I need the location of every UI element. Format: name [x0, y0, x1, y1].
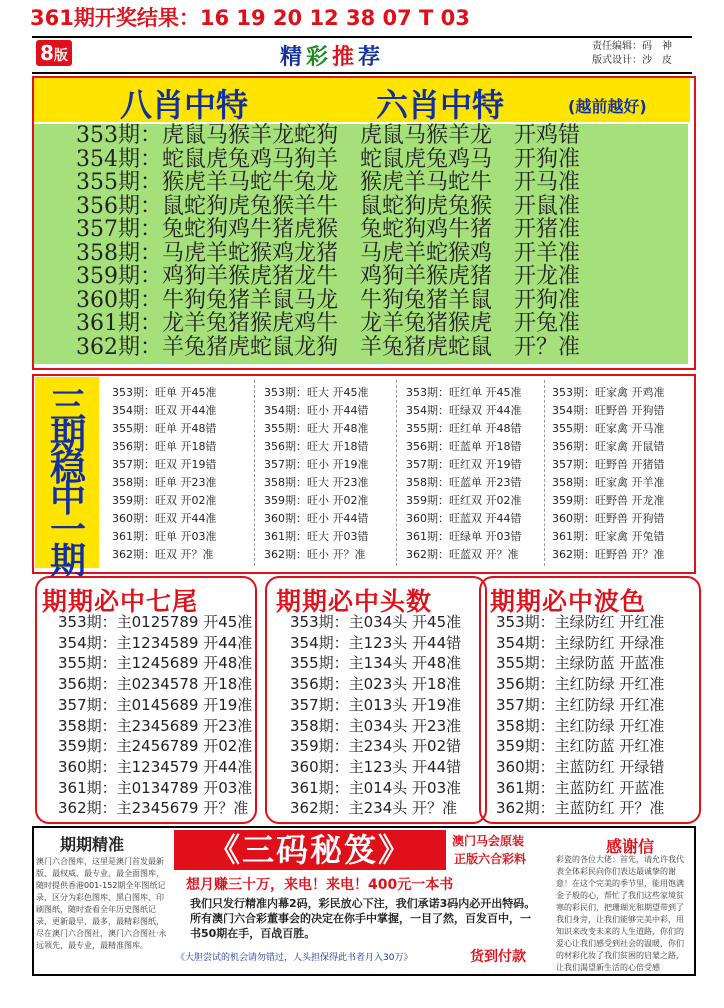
period-row: 354期：旺小 开44错: [264, 404, 369, 417]
period-row: 354期：旺野兽 开狗错: [552, 404, 665, 417]
thanks-letter-body: 彩瓷的各位大佬：首先，请允许我代表全体彩民向你们表达最诚挚的谢意！在这个完美的季节里，能用饱满金子般的心，帮忙了我们这些家境贫寒的彩民们，把珊瑚光和期望带到了我们身旁，让我们能够完美中彩，用知识来改变未来的人生道路，你们的爱心让我们感受到社会的温暖，你们的材彩化妆了我们贫困的启蒙之路，让我们渴望新生活的心倍受感: [556, 855, 684, 972]
thanks-letter-title: 感谢信: [606, 837, 655, 856]
footer-note: 《大胆尝试的机会请勿错过，人头担保得此书者月入30万》: [176, 953, 413, 963]
lottery-result-headline: 361期开奖结果：16 19 20 12 38 07 T 03: [30, 6, 470, 30]
period-row: 361期：旺单 开03准: [112, 530, 217, 543]
six-zodiac-title: 六肖中特: [376, 86, 505, 124]
three-code-book-title: 《三码秘笈》: [174, 830, 446, 870]
prediction-row: 356期：鼠蛇狗虎兔猴羊牛 鼠蛇狗虎兔猴 开鼠准: [76, 193, 580, 219]
masthead-char: 荐: [358, 45, 385, 70]
editor-line: 责任编辑：码 神: [592, 41, 672, 52]
column-divider: [544, 380, 545, 566]
editor-credits: [592, 40, 672, 68]
period-row: 359期：旺红双 开02准: [406, 494, 522, 507]
period-row: 355期：旺大 开48准: [264, 422, 369, 435]
box-row: 353期：主0125789 开45准: [58, 613, 253, 631]
period-row: 358期：旺单 开23准: [112, 476, 217, 489]
vertical-label-char: 中: [49, 479, 86, 520]
period-row: 356期：旺大 开18错: [264, 440, 369, 453]
vertical-label-char: 稳: [49, 448, 86, 489]
macau-line-2: 正版六合彩料: [454, 852, 527, 866]
box-row: 360期：主1234579 开44准: [58, 757, 253, 776]
macau-line-1: 澳门马会原装: [452, 834, 525, 848]
box-row: 353期：主034头 开45准: [290, 613, 462, 631]
eight-zodiac-title: 八肖中特: [120, 86, 249, 124]
period-row: 357期：旺野兽 开猪错: [552, 458, 665, 471]
box-row: 360期：主蓝防红 开绿错: [496, 757, 665, 776]
masthead-char: 推: [332, 45, 359, 70]
period-row: 361期：旺绿单 开03错: [406, 530, 522, 543]
period-row: 360期：旺双 开44准: [112, 512, 217, 525]
prediction-row: 357期：兔蛇狗鸡牛猪虎猴 兔蛇狗鸡牛猪 开猪准: [76, 217, 580, 242]
box-row: 353期：主绿防红 开红准: [496, 613, 665, 631]
masthead-title: [280, 40, 384, 71]
period-row: 356期：旺单 开18错: [112, 440, 217, 453]
column-divider: [254, 380, 255, 566]
period-row: 356期：旺蓝单 开18错: [406, 440, 522, 453]
prediction-row: 354期：蛇鼠虎兔鸡马狗羊 蛇鼠虎兔鸡马 开狗准: [76, 146, 580, 172]
box-row: 356期：主红防绿 开红准: [496, 675, 665, 694]
box-row: 358期：主2345689 开23准: [58, 716, 253, 735]
edition-badge: [36, 40, 72, 66]
period-row: 360期：旺小 开44错: [264, 512, 369, 525]
box-row: 357期：主0145689 开19准: [58, 695, 253, 714]
box-row: 360期：主123头 开44错: [290, 757, 462, 776]
box-row: 359期：主红防蓝 开红准: [496, 737, 665, 756]
box-row: 355期：主绿防蓝 开蓝准: [496, 654, 665, 673]
period-row: 353期：旺家禽 开鸡准: [552, 386, 665, 399]
period-row: 356期：旺家禽 开鼠错: [552, 440, 665, 453]
period-row: 358期：旺家禽 开羊准: [552, 476, 665, 489]
box-row: 355期：主134头 开48准: [290, 654, 462, 673]
box-title: 期期必中波色: [490, 587, 647, 616]
box-row: 354期：主1234589 开44准: [58, 633, 253, 652]
prediction-row: 362期：羊兔猪虎蛇鼠龙狗 羊兔猪虎蛇鼠 开？准: [76, 334, 580, 360]
vertical-label-char: 三: [49, 386, 86, 427]
period-row: 357期：旺双 开19错: [112, 458, 217, 471]
period-row: 354期：旺绿双 开44准: [406, 404, 522, 417]
prediction-row: 358期：马虎羊蛇猴鸡龙猪 马虎羊蛇猴鸡 开羊准: [76, 240, 580, 266]
period-row: 361期：旺大 开03错: [264, 530, 369, 543]
box-row: 359期：主2456789 开02准: [58, 737, 253, 756]
period-row: 354期：旺双 开44准: [112, 404, 217, 417]
period-row: 353期：旺单 开45准: [112, 386, 217, 399]
period-row: 358期：旺大 开23准: [264, 476, 369, 489]
box-title: 期期必中头数: [276, 587, 433, 616]
masthead-char: 彩: [306, 45, 333, 70]
period-row: 355期：旺红单 开48错: [406, 422, 522, 435]
designer-line: 版式设计：沙 皮: [592, 55, 672, 66]
book-description: 我们只发行精准内幕2码，彩民放心下注，我们承诺3码内必开出特码。所有澳门六合彩董事会的决定在你手中掌握，一目了然，百发百中，一书50期在手，百战百胜。: [190, 897, 536, 940]
box-row: 354期：主123头 开44错: [290, 633, 462, 652]
box-row: 361期：主0134789 开03准: [58, 778, 253, 797]
period-row: 353期：旺红单 开45准: [406, 386, 522, 399]
edition-number: 8: [40, 41, 54, 65]
period-row: 359期：旺双 开02准: [112, 494, 217, 507]
prediction-row: 353期：虎鼠马猴羊龙蛇狗 虎鼠马猴羊龙 开鸡错: [76, 123, 580, 148]
box-row: 357期：主红防绿 开红准: [496, 695, 665, 714]
prediction-row: 360期：牛狗兔猪羊鼠马龙 牛狗兔猪羊鼠 开狗准: [76, 287, 580, 313]
box-row: 354期：主绿防红 开绿准: [496, 633, 665, 652]
period-row: 353期：旺大 开45准: [264, 386, 369, 399]
column-divider: [396, 380, 397, 566]
period-row: 361期：旺家禽 开兔错: [552, 530, 665, 543]
box-row: 362期：主234头 开？准: [290, 799, 458, 818]
prediction-row: 361期：龙羊兔猪猴虎鸡牛 龙羊兔猪猴虎 开兔准: [76, 311, 580, 336]
period-row: 360期：旺野兽 开狗错: [552, 512, 665, 525]
prediction-row: 359期：鸡狗羊猴虎猪龙牛 鸡狗羊猴虎猪 开龙准: [76, 264, 580, 289]
box-row: 361期：主蓝防红 开蓝准: [496, 778, 665, 797]
box-row: 358期：主034头 开23准: [290, 716, 462, 735]
footer-left-body: 澳门六合图库，这里是澳门首发最新版、最权威、最专业、最全面图库，随时提供香港001-152期全年图纸记录，区分为彩色图库、黑白图库、印刷图纸，随时查看全年历史图纸记录，更新最早，最多，最精彩图纸，尽在澳门六合图社，澳门六合图社·永远领先，最专业，最精准图库。: [36, 857, 167, 950]
section1-subtitle: (越前越好): [568, 97, 647, 116]
box-row: 362期：主2345679 开？准: [58, 799, 249, 818]
period-row: 362期：旺双 开？准: [112, 548, 214, 561]
period-row: 355期：旺单 开48错: [112, 422, 217, 435]
period-row: 357期：旺红双 开19错: [406, 458, 522, 471]
box-row: 356期：主0234578 开18准: [58, 675, 253, 694]
period-row: 362期：旺野兽 开？准: [552, 548, 665, 561]
prediction-row: 355期：猴虎羊马蛇牛兔龙 猴虎羊马蛇牛 开马准: [76, 170, 580, 195]
box-row: 356期：主023头 开18准: [290, 675, 462, 694]
box-row: 357期：主013头 开19准: [290, 695, 462, 714]
masthead-char: 精: [280, 45, 307, 70]
edition-suffix: 版: [53, 48, 68, 64]
box-row: 362期：主蓝防红 开？准: [496, 799, 665, 818]
period-row: 362期：旺小 开？准: [264, 548, 366, 561]
box-row: 358期：主红防绿 开红准: [496, 716, 665, 735]
period-row: 359期：旺小 开02准: [264, 494, 369, 507]
period-row: 362期：旺蓝双 开？准: [406, 548, 519, 561]
period-row: 355期：旺家禽 开马准: [552, 422, 665, 435]
footer-left-title: 期期精准: [60, 835, 125, 854]
box-row: 359期：主234头 开02错: [290, 737, 462, 756]
vertical-label-char: 一: [49, 510, 86, 551]
promo-headline: 想月赚三十万，来电！来电！400元一本书: [186, 877, 454, 893]
box-title: 期期必中七尾: [42, 587, 199, 616]
vertical-label-char: 期: [49, 417, 86, 458]
vertical-label-char: 期: [49, 541, 86, 582]
period-row: 359期：旺野兽 开龙准: [552, 494, 665, 507]
box-row: 355期：主1245689 开48准: [58, 654, 253, 673]
period-row: 357期：旺小 开19准: [264, 458, 369, 471]
period-row: 358期：旺蓝单 开23错: [406, 476, 522, 489]
box-row: 361期：主014头 开03准: [290, 778, 462, 797]
period-row: 360期：旺蓝双 开44错: [406, 512, 522, 525]
cash-on-delivery-label: 货到付款: [470, 949, 526, 965]
